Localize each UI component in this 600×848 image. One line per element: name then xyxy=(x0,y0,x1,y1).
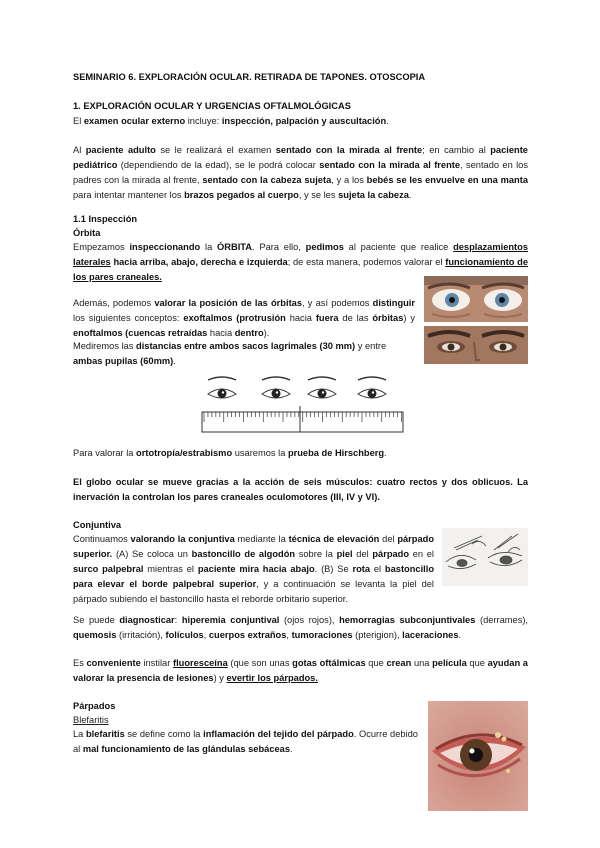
section-heading-text: 1. EXPLORACIÓN OCULAR Y URGENCIAS OFTALMOLÓGICAS xyxy=(73,101,351,111)
eyelids-heading: Párpados xyxy=(73,701,116,711)
paragraph-diagnosis: Se puede diagnosticar: hiperemia conjuntival (ojos rojos), hemorragias subconjuntivales (derrames), quemosis (irritación), folículos, cuerpos extraños, tumoraciones (pterigion), laceraciones. xyxy=(73,615,529,640)
enophthalmos-photo xyxy=(424,326,528,364)
conjunctiva-heading: Conjuntiva xyxy=(73,520,122,530)
orbit-heading: Órbita xyxy=(73,228,101,238)
blepharitis-photo xyxy=(428,701,528,811)
paragraph-conjunctiva: Continuamos valorando la conjuntiva mediante la técnica de elevación del párpado superior. (A) Se coloca un bastoncillo de algodón sobre la piel del párpado en el surco palpebral mientras el paciente mira hacia abajo. (B) Se rota el bastoncillo para elevar el borde palpebral superior, y a continuación se levanta la piel del párpado subiendo el bastoncillo hasta el reborde orbitario superior. xyxy=(73,534,435,604)
section-heading xyxy=(73,99,528,114)
title-text: SEMINARIO 6. EXPLORACIÓN OCULAR. RETIRADA DE TAPONES. OTOSCOPIA xyxy=(73,72,426,82)
document-title xyxy=(73,70,533,85)
paragraph-orbit: Empezamos inspeccionando la ÓRBITA. Para ello, pedimos al paciente que realice desplazamientos laterales hacia arriba, abajo, derecha e izquierda; de esta manera, podemos valorar el funcionamiento de los pares craneales. xyxy=(73,242,528,282)
paragraph-fluorescein: Es conveniente instilar fluoresceína (que son unas gotas oftálmicas que crean una película que ayudan a valorar la presencia de lesiones) y evertir los párpados. xyxy=(73,658,528,683)
subsection-heading: 1.1 Inspección xyxy=(73,214,138,224)
paragraph-muscles: El globo ocular se mueve gracias a la acción de seis músculos: cuatro rectos y dos oblicuos. La inervación la controlan los pares craneales oculomotores (III, IV y VI). xyxy=(73,477,528,502)
paragraph-distances: Mediremos las distancias entre ambos sacos lagrimales (30 mm) y entre ambas pupilas (60mm). xyxy=(73,341,387,366)
paragraph-hirschberg: Para valorar la ortotropía/estrabismo usaremos la prueba de Hirschberg. xyxy=(73,448,387,458)
paragraph-blepharitis: La blefaritis se define como la inflamación del tejido del párpado. Ocurre debido al mal funcionamiento de las glándulas sebáceas. xyxy=(73,729,418,754)
paragraph-positioning: Al paciente adulto se le realizará el examen sentado con la mirada al frente; en cambio al paciente pediátrico (dependiendo de la edad), se le podrá colocar sentado con la mirada al frente, sentado en los padres con la mirada al frente, sentado con la cabeza sujeta, y a los bebés se les envuelve en una manta para intentar mantener los brazos pegados al cuerpo, y se les sujeta la cabeza. xyxy=(73,145,529,200)
eyelid-eversion-sketch xyxy=(442,528,528,586)
exophthalmos-photo xyxy=(424,276,528,322)
paragraph-intro: El examen ocular externo incluye: inspección, palpación y auscultación. xyxy=(73,116,389,126)
blepharitis-heading: Blefaritis xyxy=(73,715,109,725)
hirschberg-diagram xyxy=(200,372,405,434)
paragraph-orbit-position: Además, podemos valorar la posición de las órbitas, y así podemos distinguir los siguientes conceptos: exoftalmos (protrusión hacia fuera de las órbitas) y enoftalmos (cuencas retraídas hacia dentro). xyxy=(73,298,416,338)
